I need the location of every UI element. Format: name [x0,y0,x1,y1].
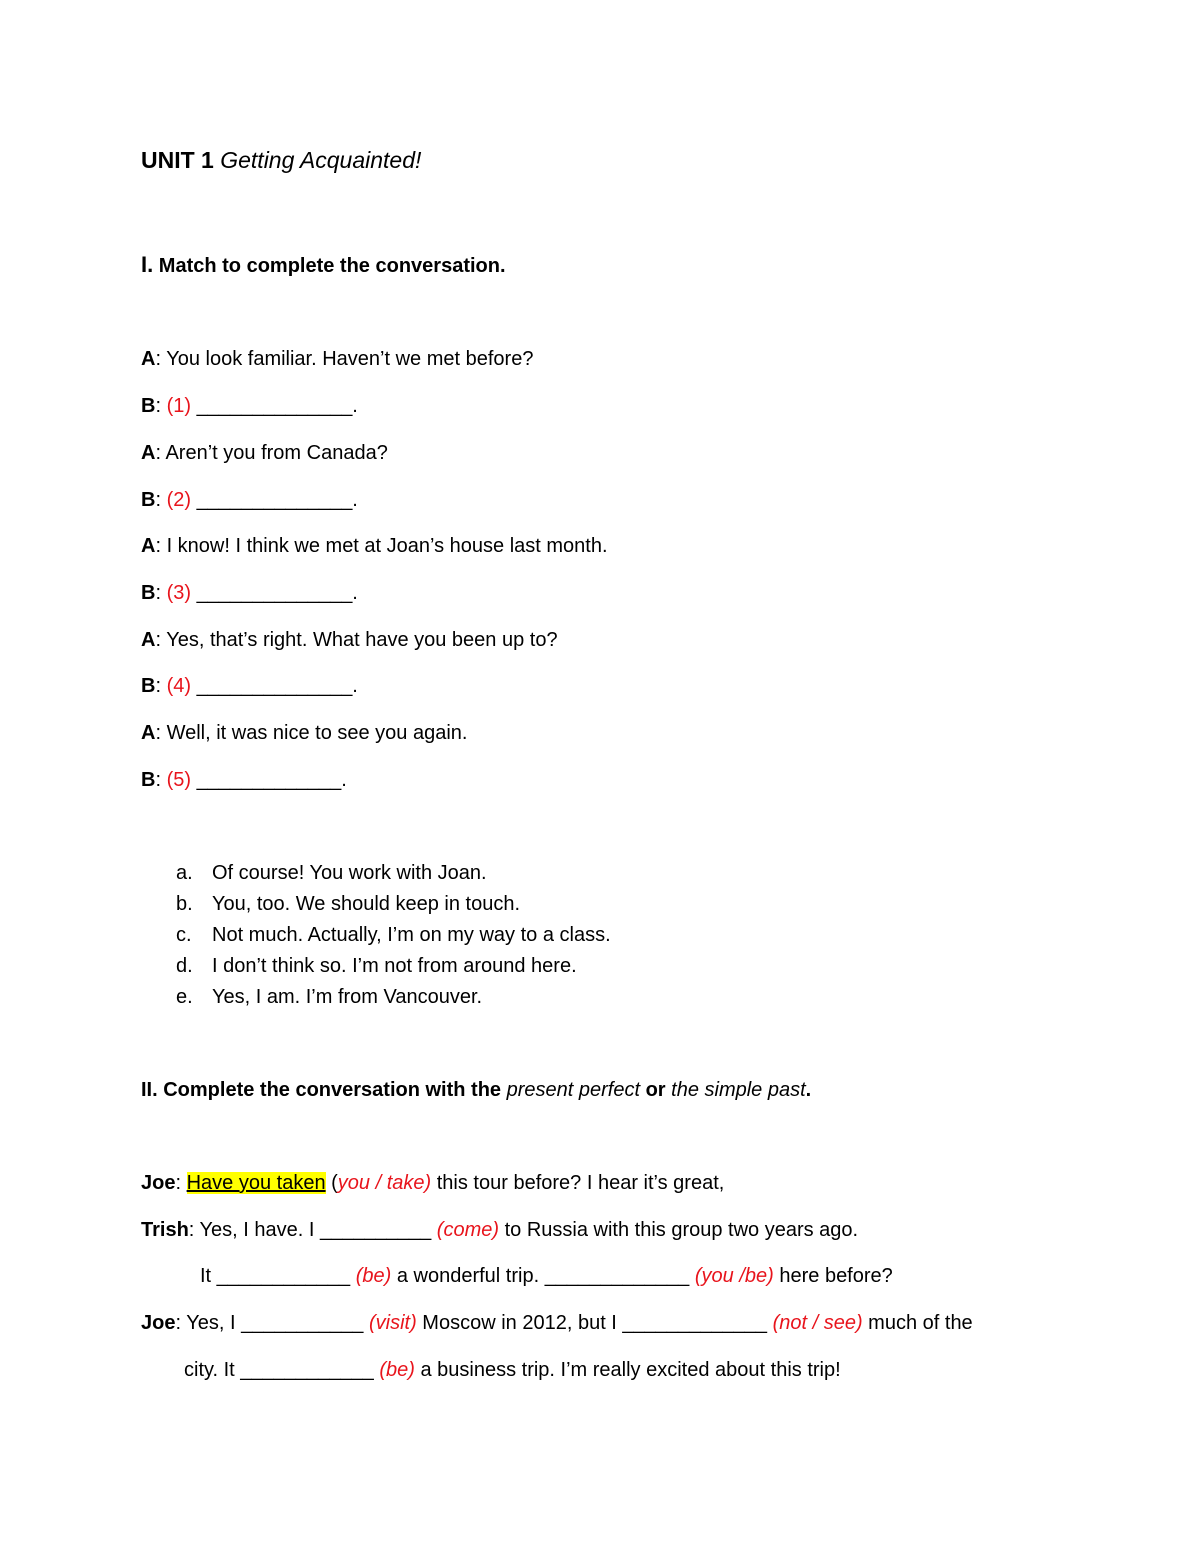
line-text: a wonderful trip. _____________ [391,1265,695,1287]
tense-simple-past: the simple past [671,1079,806,1101]
unit-name: Getting Acquainted! [220,147,422,173]
section-2-heading [141,1077,811,1103]
option-letter: a. [176,862,193,884]
section-1-instruction: Match to complete the conversation. [158,255,506,277]
conversation-line [141,533,608,559]
example-answer: Have you taken [186,1172,326,1194]
blank-number: (2) [166,489,192,511]
speaker-label: Joe [141,1172,176,1194]
option-text: Of course! You work with Joan. [212,862,487,884]
option-text: You, too. We should keep in touch. [212,893,520,915]
speaker-label: B [141,489,156,511]
dialogue-line [141,1310,973,1336]
line-text: It ____________ [200,1265,356,1287]
conversation-line [141,393,358,419]
separator: : [155,442,162,464]
separator: : [175,1172,187,1194]
speaker-label: A [141,629,156,651]
dialogue-line [141,1217,858,1243]
speaker-label: A [141,348,156,370]
separator: : [155,489,162,511]
option-item [176,953,577,979]
speaker-label: A [141,722,156,744]
section-1-number: I. [141,252,154,277]
conversation-line [141,346,533,372]
conversation-line [141,580,358,606]
speaker-label: Joe [141,1312,176,1334]
tense-present-perfect: present perfect [506,1079,641,1101]
blank-number: (1) [166,395,192,417]
separator: : [155,535,162,557]
line-text: a business trip. I’m really excited about this trip! [414,1359,841,1381]
line-text: I know! I think we met at Joan’s house last month. [161,535,608,557]
speaker-label: A [141,535,156,557]
dialogue-line [141,1170,724,1196]
verb-cue: you / take) [337,1172,432,1194]
speaker-label: B [141,395,156,417]
speaker-label: B [141,769,156,791]
option-text: I don’t think so. I’m not from around here. [212,955,577,977]
line-text: Yes, that’s right. What have you been up to? [161,629,558,651]
line-text: here before? [773,1265,893,1287]
line-text: this tour before? I hear it’s great, [431,1172,725,1194]
conversation-line [141,440,388,466]
verb-cue: (be) [379,1359,415,1381]
separator: : [155,769,162,791]
blank-number: (4) [166,675,192,697]
line-text: city. It ____________ [184,1359,380,1381]
option-letter: d. [176,955,193,977]
option-letter: e. [176,986,193,1008]
answer-blank[interactable]: ______________. [191,582,358,604]
speaker-label: B [141,582,156,604]
answer-blank[interactable]: ______________. [191,395,358,417]
line-text: Well, it was nice to see you again. [161,722,468,744]
conversation-line [141,627,558,653]
option-item [176,891,520,917]
paren: ( [325,1172,338,1194]
blank-number: (3) [166,582,192,604]
option-letter: b. [176,893,193,915]
option-text: Not much. Actually, I’m on my way to a class. [212,924,611,946]
unit-number: UNIT 1 [141,147,214,173]
option-item [176,922,611,948]
verb-cue: (not / see) [772,1312,863,1334]
unit-title [141,147,421,173]
answer-blank[interactable]: _____________. [191,769,347,791]
line-text: Moscow in 2012, but I _____________ [416,1312,773,1334]
verb-cue: (be) [355,1265,392,1287]
answer-blank[interactable]: ______________. [191,489,358,511]
line-text: to Russia with this group two years ago. [499,1219,859,1241]
separator: : [155,675,162,697]
dialogue-line [184,1357,841,1383]
separator: : [155,395,162,417]
conversation-line [141,767,347,793]
option-text: Yes, I am. I’m from Vancouver. [212,986,483,1008]
separator: : [155,348,162,370]
line-text: : Yes, I have. I __________ [188,1219,437,1241]
verb-cue: (you /be) [694,1265,774,1287]
speaker-label: B [141,675,156,697]
section-2-instruction-start: II. Complete the conversation with the [141,1079,507,1101]
option-item [176,860,487,886]
blank-number: (5) [166,769,192,791]
line-text: Aren’t you from Canada? [161,442,388,464]
verb-cue: (visit) [368,1312,417,1334]
option-item [176,984,482,1010]
separator: : [155,722,162,744]
conversation-line [141,720,467,746]
section-2-or: or [640,1079,672,1101]
option-letter: c. [176,924,192,946]
line-text: You look familiar. Haven’t we met before? [161,348,534,370]
verb-cue: (come) [436,1219,500,1241]
section-2-period: . [805,1079,812,1101]
dialogue-line [200,1263,893,1289]
separator: : [155,629,162,651]
line-text: : Yes, I ___________ [175,1312,369,1334]
answer-blank[interactable]: ______________. [191,675,358,697]
section-1-heading [141,252,506,279]
line-text: much of the [862,1312,973,1334]
separator: : [155,582,162,604]
conversation-line [141,487,358,513]
speaker-label: Trish [141,1219,189,1241]
speaker-label: A [141,442,156,464]
conversation-line [141,673,358,699]
